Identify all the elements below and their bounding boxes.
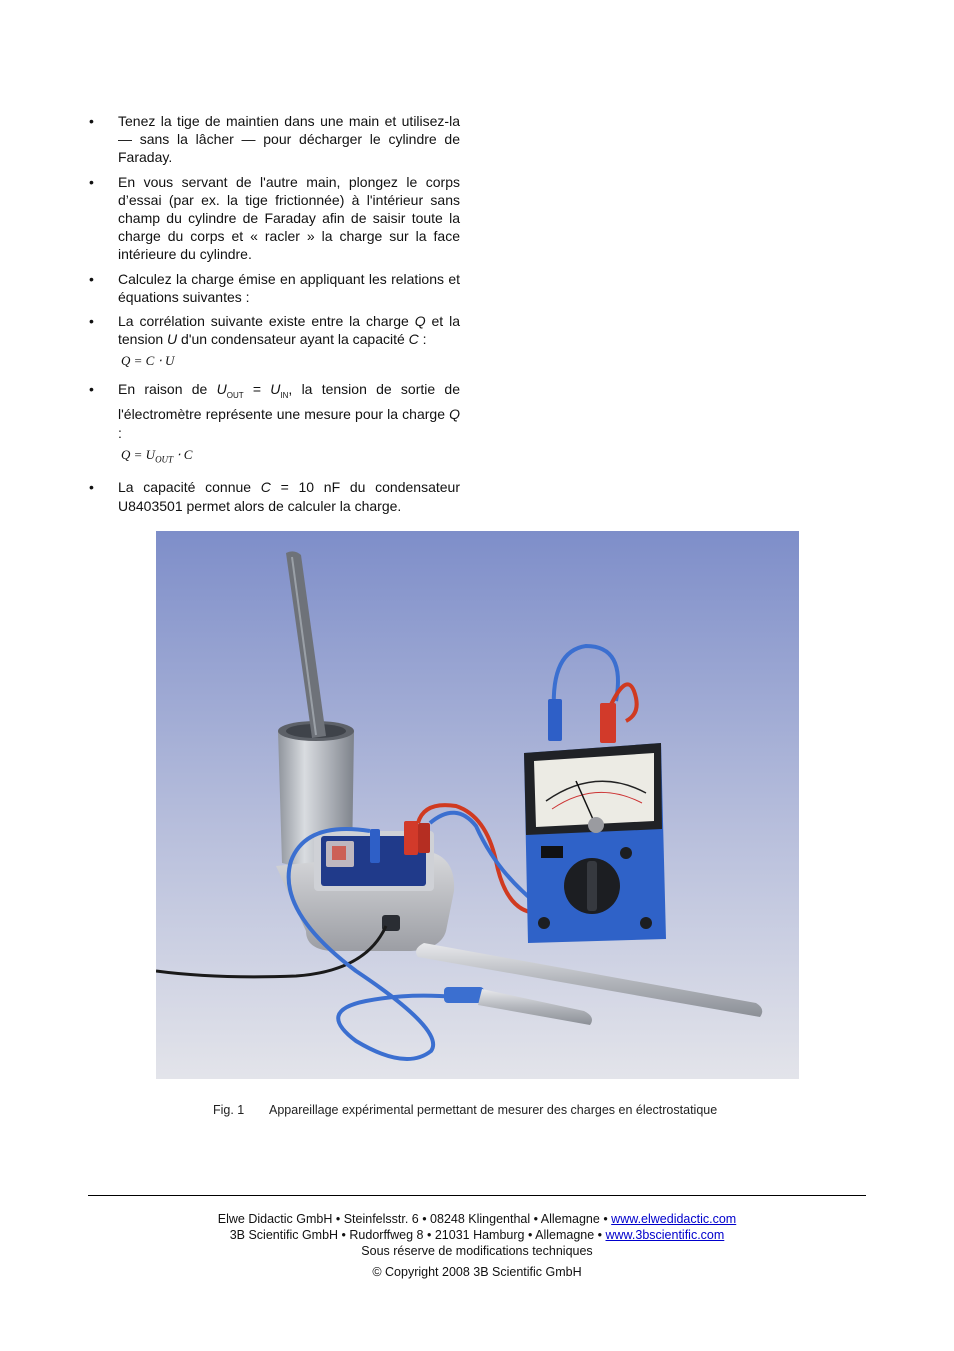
elwedidactic-link[interactable]: www.elwedidactic.com <box>611 1212 737 1226</box>
bullet-text: En raison de $U_{OUT} = U_{IN}$, la tension de sortie de l'électromètre représente une mesure pour la charge Q : <box>118 381 460 441</box>
bullet-text: Tenez la tige de maintien dans une main et utilisez-la — sans la lâcher — pour décharger le cylindre de Faraday. <box>118 113 460 166</box>
bullet-text: La capacité connue C = 10 nF du condensateur U8403501 permet alors de calculer la charge. <box>118 479 460 514</box>
bullet-icon: • <box>89 479 94 496</box>
footer-disclaimer: Sous réserve de modifications techniques <box>361 1244 593 1258</box>
figure-caption <box>213 1103 717 1117</box>
bullet-icon: • <box>89 313 94 330</box>
footer <box>0 1211 954 1280</box>
bullet-icon: • <box>89 270 94 287</box>
footer-copyright: © Copyright 2008 3B Scientific GmbH <box>372 1265 582 1279</box>
apparatus-photo <box>156 531 799 1079</box>
list-item <box>88 380 460 441</box>
footer-divider <box>88 1195 866 1196</box>
figure-caption-text: Appareillage expérimental permettant de mesurer des charges en électrostatique <box>269 1103 718 1117</box>
bullet-icon: • <box>89 381 94 398</box>
footer-line-elwe: Elwe Didactic GmbH • Steinfelsstr. 6 • 08248 Klingenthal • Allemagne • www.elwedidactic.com <box>217 1212 737 1226</box>
list-item <box>88 112 460 167</box>
equation-q-cu: Q = C ⋅ U <box>121 353 175 369</box>
list-item <box>88 478 460 514</box>
instructions-column <box>88 112 460 521</box>
bullet-text: En vous servant de l'autre main, plongez le corps d’essai (par ex. la tige frictionnée) à l'intérieur sans champ du cylindre de Faraday afin de saisir toute la charge du corps et « racler » la charge sur la face intérieure du cylindre. <box>118 173 460 263</box>
equation-q-uout-c: $Q = U_{OUT} \cdot C$ <box>121 446 193 465</box>
list-item <box>88 270 460 306</box>
list-item <box>88 312 460 348</box>
3bscientific-link[interactable]: www.3bscientific.com <box>605 1228 725 1242</box>
bullet-icon: • <box>89 113 94 129</box>
footer-line-3b: 3B Scientific GmbH • Rudorffweg 8 • 21031 Hamburg • Allemagne • www.3bscientific.com <box>229 1228 725 1242</box>
bullet-text: Calculez la charge émise en appliquant les relations et équations suivantes : <box>118 270 460 305</box>
bullet-icon: • <box>89 173 94 190</box>
bullet-text: La corrélation suivante existe entre la charge Q et la tension U d'un condensateur ayant la capacité C : <box>118 313 461 348</box>
figure-label: Fig. 1 <box>213 1103 245 1117</box>
list-item <box>88 173 460 264</box>
